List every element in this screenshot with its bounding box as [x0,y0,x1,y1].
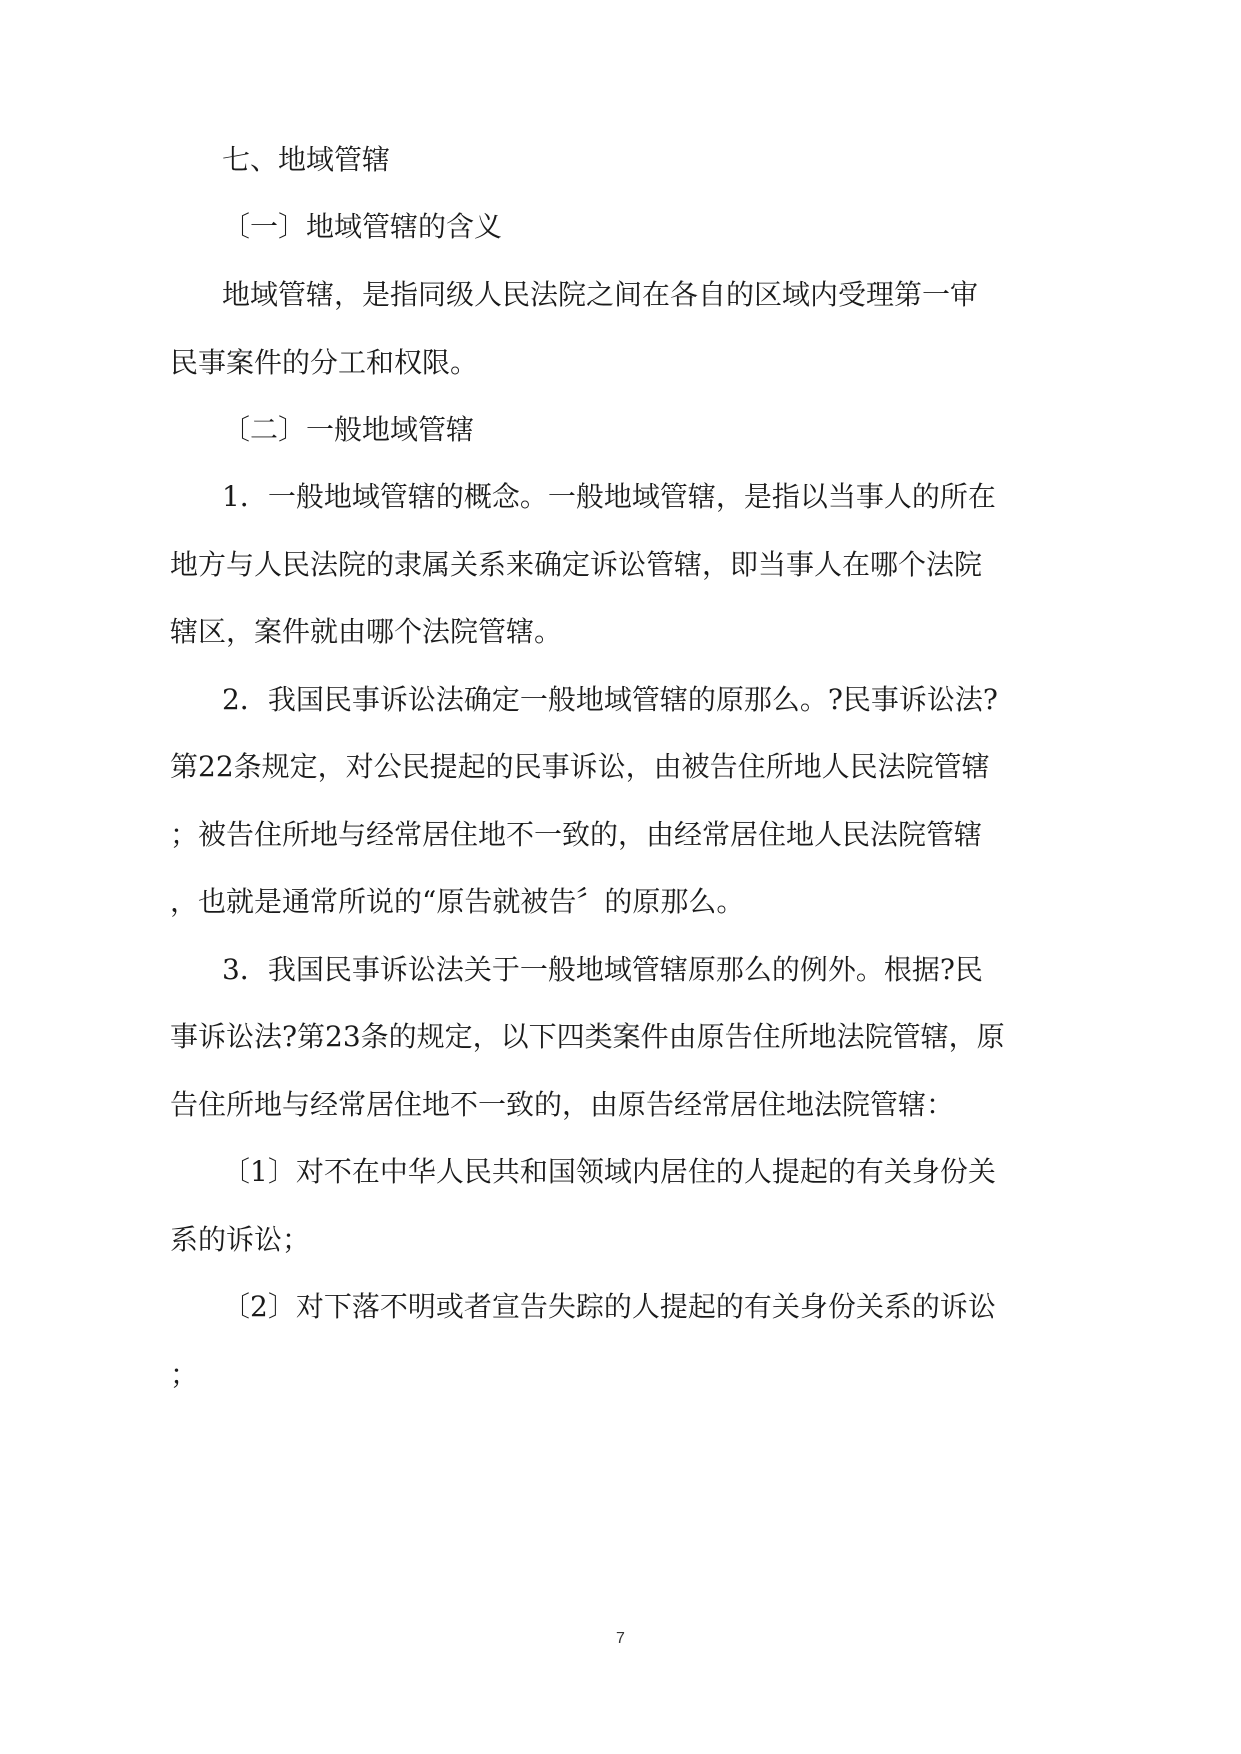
paragraph-line: 地方与人民法院的隶属关系来确定诉讼管辖，即当事人在哪个法院 [170,548,983,581]
paragraph-line: ；被告住所地与经常居住地不一致的，由经常居住地人民法院管辖 [170,818,983,851]
paragraph-line: 告住所地与经常居住地不一致的，由原告经常居住地法院管辖： [170,1088,955,1121]
subsection-title-1: 〔一〕地域管辖的含义 [222,210,503,243]
paragraph-line: ，也就是通常所说的“原告就被告〞的原那么。 [170,885,745,918]
paragraph-line: 事诉讼法?第23条的规定，以下四类案件由原告住所地法院管辖，原 [170,1020,1005,1053]
paragraph-line: 民事案件的分工和权限。 [170,346,479,379]
paragraph-line: 系的诉讼； [170,1223,311,1256]
section-heading: 七、地域管辖 [222,143,391,176]
subsection-title-2: 〔二〕一般地域管辖 [222,413,475,446]
paragraph-line: 〔2〕对下落不明或者宣告失踪的人提起的有关身份关系的诉讼 [222,1290,996,1323]
paragraph-line: 第22条规定，对公民提起的民事诉讼，由被告住所地人民法院管辖 [170,750,990,783]
paragraph-line: ； [170,1358,199,1391]
paragraph-line: 2．我国民事诉讼法确定一般地域管辖的原那么。?民事诉讼法? [222,683,998,716]
page-number: 7 [616,1630,625,1647]
paragraph-line: 〔1〕对不在中华人民共和国领域内居住的人提起的有关身份关 [222,1155,996,1188]
paragraph-line: 地域管辖，是指同级人民法院之间在各自的区域内受理第一审 [222,278,979,311]
paragraph-line: 3．我国民事诉讼法关于一般地域管辖原那么的例外。根据?民 [222,953,983,986]
paragraph-line: 1．一般地域管辖的概念。一般地域管辖，是指以当事人的所在 [222,480,996,513]
paragraph-line: 辖区，案件就由哪个法院管辖。 [170,615,563,648]
